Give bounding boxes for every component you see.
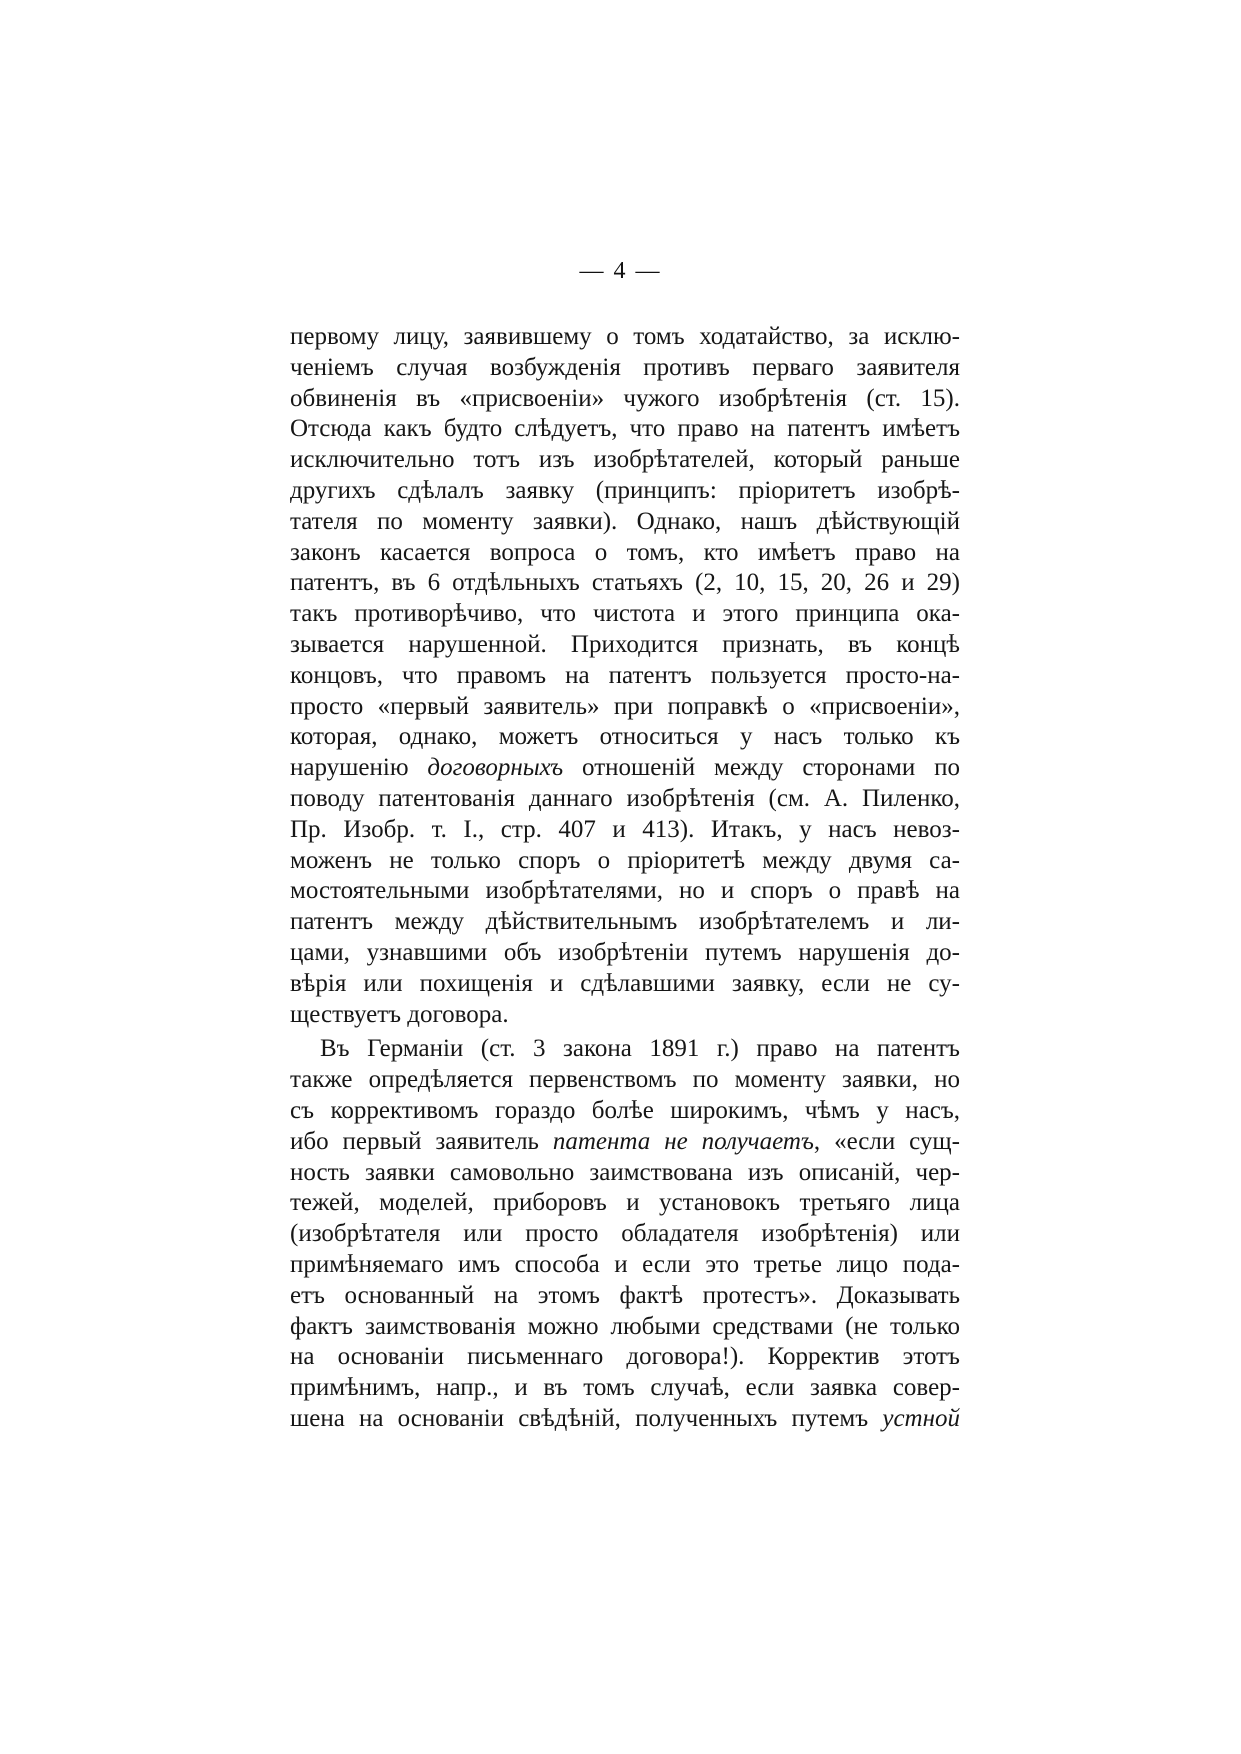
text-line: зывается нарушенной. Приходится признать, въ концѣ [290, 630, 960, 658]
text-line: тежей, моделей, приборовъ и установокъ третьяго лица [290, 1189, 960, 1217]
text-line-mixed [290, 1404, 960, 1435]
text-line: ность заявки самовольно заимствована изъ описаній, чер- [290, 1158, 960, 1186]
paragraph-1 [290, 322, 960, 1030]
text-line: етъ основанный на этомъ фактѣ протестъ». Доказывать [290, 1281, 960, 1309]
text-line: цами, узнавшими объ изобрѣтеніи путемъ нарушенія до- [290, 938, 960, 966]
text-line-mixed [290, 753, 960, 784]
text-segment: нарушенію [290, 754, 428, 782]
text-line: Отсюда какъ будто слѣдуетъ, что право на патентъ имѣетъ [290, 415, 960, 443]
body-text [290, 322, 960, 1435]
text-line: которая, однако, можетъ относиться у насъ только къ [290, 723, 960, 751]
text-line: (изобрѣтателя или просто обладателя изобрѣтенія) или [290, 1220, 960, 1248]
text-line: первому лицу, заявившему о томъ ходатайство, за исклю- [290, 323, 960, 350]
text-line: концовъ, что правомъ на патентъ пользуется просто-на- [290, 661, 960, 689]
text-line: Пр. Изобр. т. I., стр. 407 и 413). Итакъ, у насъ невоз- [290, 815, 960, 843]
paragraph-2 [290, 1034, 960, 1434]
text-line: исключительно тотъ изъ изобрѣтателей, который раньше [290, 446, 960, 474]
italic-term: устной [882, 1404, 960, 1432]
text-segment: ибо первый заявитель [290, 1127, 553, 1155]
text-line: законъ касается вопроса о томъ, кто имѣетъ право на [290, 538, 960, 566]
text-line: ществуетъ договора. [290, 1000, 509, 1028]
text-segment: отношеній между сторонами по [563, 754, 960, 782]
text-line: другихъ сдѣлалъ заявку (принципъ: пріоритетъ изобрѣ- [290, 476, 960, 504]
text-line: обвиненія въ «присвоеніи» чужого изобрѣтенія (ст. 15). [290, 384, 960, 412]
text-segment: шена на основаніи свѣдѣній, полученныхъ путемъ [290, 1404, 883, 1432]
text-line: моженъ не только споръ о пріоритетѣ между двумя са- [290, 846, 960, 874]
text-line: вѣрія или похищенія и сдѣлавшими заявку, если не су- [290, 969, 960, 997]
text-line: поводу патентованія даннаго изобрѣтенія (см. А. Пиленко, [290, 784, 960, 812]
italic-term: договорныхъ [427, 754, 564, 782]
text-line: такъ противорѣчиво, что чистота и этого принципа ока- [290, 600, 960, 628]
text-line: мостоятельными изобрѣтателями, но и споръ о правѣ на [290, 877, 960, 905]
text-line: просто «первый заявитель» при поправкѣ о «присвоеніи», [290, 692, 960, 720]
page-number: — 4 — [579, 258, 662, 284]
text-line: съ коррективомъ гораздо болѣе широкимъ, чѣмъ у насъ, [290, 1096, 960, 1124]
text-line-mixed [290, 1127, 960, 1158]
text-line: примѣняемаго имъ способа и если это третье лицо пода- [290, 1250, 960, 1278]
text-line: примѣнимъ, напр., и въ томъ случаѣ, если заявка совер- [290, 1374, 960, 1402]
italic-term: патента не получаетъ [552, 1127, 814, 1155]
text-line: ченіемъ случая возбужденія противъ перваго заявителя [290, 353, 960, 381]
text-line: патентъ между дѣйствительнымъ изобрѣтателемъ и ли- [290, 908, 960, 936]
text-line: Въ Германіи (ст. 3 закона 1891 г.) право на патентъ [320, 1035, 960, 1063]
text-line: также опредѣляется первенствомъ по моменту заявки, но [290, 1066, 960, 1094]
text-line: тателя по моменту заявки). Однако, нашъ дѣйствующій [290, 507, 960, 535]
text-line: на основаніи письменнаго договора!). Корректив этотъ [290, 1343, 960, 1371]
text-line: фактъ заимствованія можно любыми средствами (не только [290, 1312, 960, 1340]
text-segment: , «если сущ- [813, 1127, 961, 1155]
text-line: патентъ, въ 6 отдѣльныхъ статьяхъ (2, 10, 15, 20, 26 и 29) [290, 569, 960, 597]
